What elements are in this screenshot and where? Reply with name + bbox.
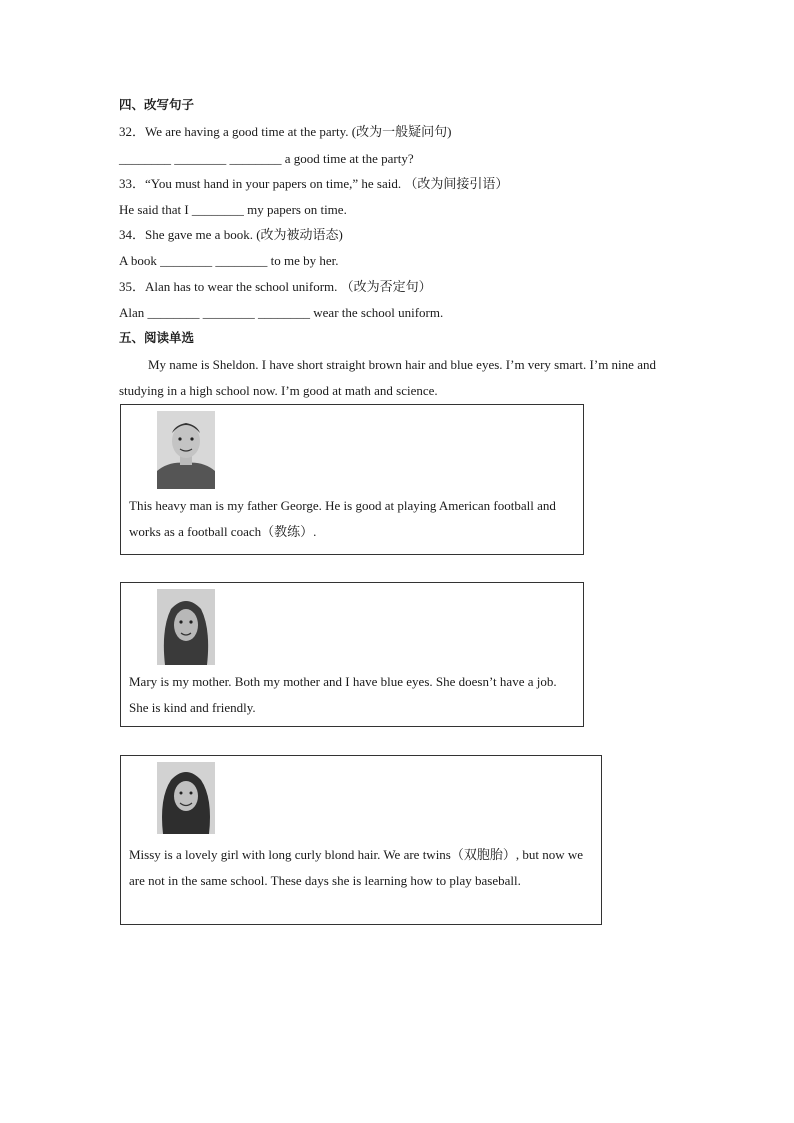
question-33-answer-line: He said that I ________ my papers on time. (119, 202, 347, 217)
sister-photo (157, 762, 215, 834)
question-33-prompt: 33．“You must hand in your papers on time,” he said. （改为间接引语） (119, 176, 509, 191)
reading-intro-paragraph: My name is Sheldon. I have short straight brown hair and blue eyes. I’m very smart. I’m nine and studying in a high school now. I’m good at math and science. (119, 357, 656, 398)
card-father-text: This heavy man is my father George. He is good at playing American football and works as a football coach（教练）. (129, 498, 556, 539)
mother-photo (157, 589, 215, 665)
section-5-heading: 五、阅读单选 (119, 330, 195, 345)
question-35-prompt: 35．Alan has to wear the school uniform. （改为否定句） (119, 279, 432, 294)
question-32-answer-line: ________ ________ ________ a good time at the party? (119, 151, 414, 166)
question-35-answer-line: Alan ________ ________ ________ wear the school uniform. (119, 305, 444, 320)
section-4-heading: 四、改写句子 (119, 97, 195, 112)
card-mother (120, 582, 584, 727)
card-mother-text: Mary is my mother. Both my mother and I have blue eyes. She doesn’t have a job. She is kind and friendly. (129, 674, 557, 715)
father-photo (157, 411, 215, 489)
question-34-prompt: 34．She gave me a book. (改为被动语态) (119, 227, 343, 242)
card-father (120, 404, 584, 555)
card-sister (120, 755, 602, 925)
card-sister-text: Missy is a lovely girl with long curly blond hair. We are twins（双胞胎）, but now we are not in the same school. These days she is learning how to play baseball. (129, 847, 584, 888)
question-32-prompt: 32．We are having a good time at the party. (改为一般疑问句) (119, 124, 452, 139)
question-34-answer-line: A book ________ ________ to me by her. (119, 253, 339, 268)
